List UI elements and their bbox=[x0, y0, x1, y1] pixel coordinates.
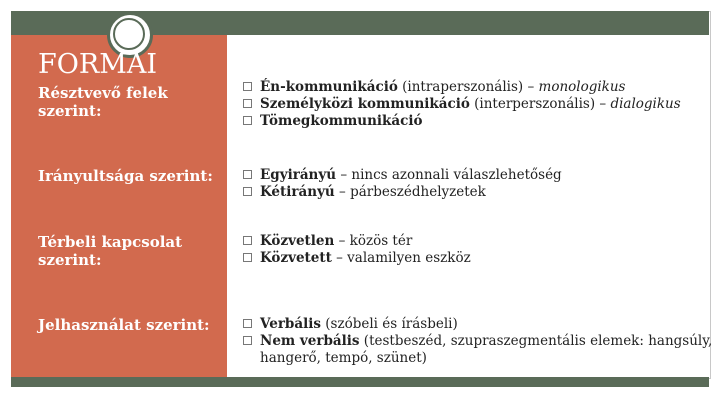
checkbox-icon bbox=[243, 253, 252, 262]
checkbox-icon bbox=[243, 170, 252, 179]
checkbox-icon bbox=[243, 116, 252, 125]
list-item: Egyirányú – nincs azonnali válaszlehetőség bbox=[243, 167, 562, 184]
list-item-continuation: hangerő, tempó, szünet) bbox=[260, 350, 427, 366]
list-item: Kétirányú – párbeszédhelyzetek bbox=[243, 184, 562, 201]
list-item: Közvetett – valamilyen eszköz bbox=[243, 250, 471, 267]
checkbox-icon bbox=[243, 187, 252, 196]
checkbox-icon bbox=[243, 99, 252, 108]
slide-title: FORMÁI bbox=[38, 49, 158, 80]
row-label-terbeli: Térbeli kapcsolat szerint: bbox=[38, 233, 183, 269]
bottom-bar bbox=[11, 377, 709, 387]
row-items-resztvevo bbox=[243, 79, 681, 130]
list-item: Nem verbális (testbeszéd, szupraszegmentális elemek: hangsúly, bbox=[243, 333, 712, 350]
list-item: Én-kommunikáció (intraperszonális) – monologikus bbox=[243, 79, 681, 96]
checkbox-icon bbox=[243, 236, 252, 245]
checkbox-icon bbox=[243, 319, 252, 328]
list-item: Közvetlen – közös tér bbox=[243, 233, 471, 250]
row-items-iranyultsag bbox=[243, 167, 562, 201]
row-label-resztvevo: Résztvevő felek szerint: bbox=[38, 84, 168, 120]
row-items-terbeli bbox=[243, 233, 471, 267]
list-item: Tömegkommunikáció bbox=[243, 113, 681, 130]
row-label-iranyultsag: Irányultsága szerint: bbox=[38, 167, 213, 185]
row-items-jelhasznalat bbox=[243, 316, 712, 367]
checkbox-icon bbox=[243, 82, 252, 91]
list-item: Személyközi kommunikáció (interperszonális) – dialogikus bbox=[243, 96, 681, 113]
row-label-jelhasznalat: Jelhasználat szerint: bbox=[38, 316, 210, 334]
list-item: Verbális (szóbeli és írásbeli) bbox=[243, 316, 712, 333]
checkbox-icon bbox=[243, 336, 252, 345]
